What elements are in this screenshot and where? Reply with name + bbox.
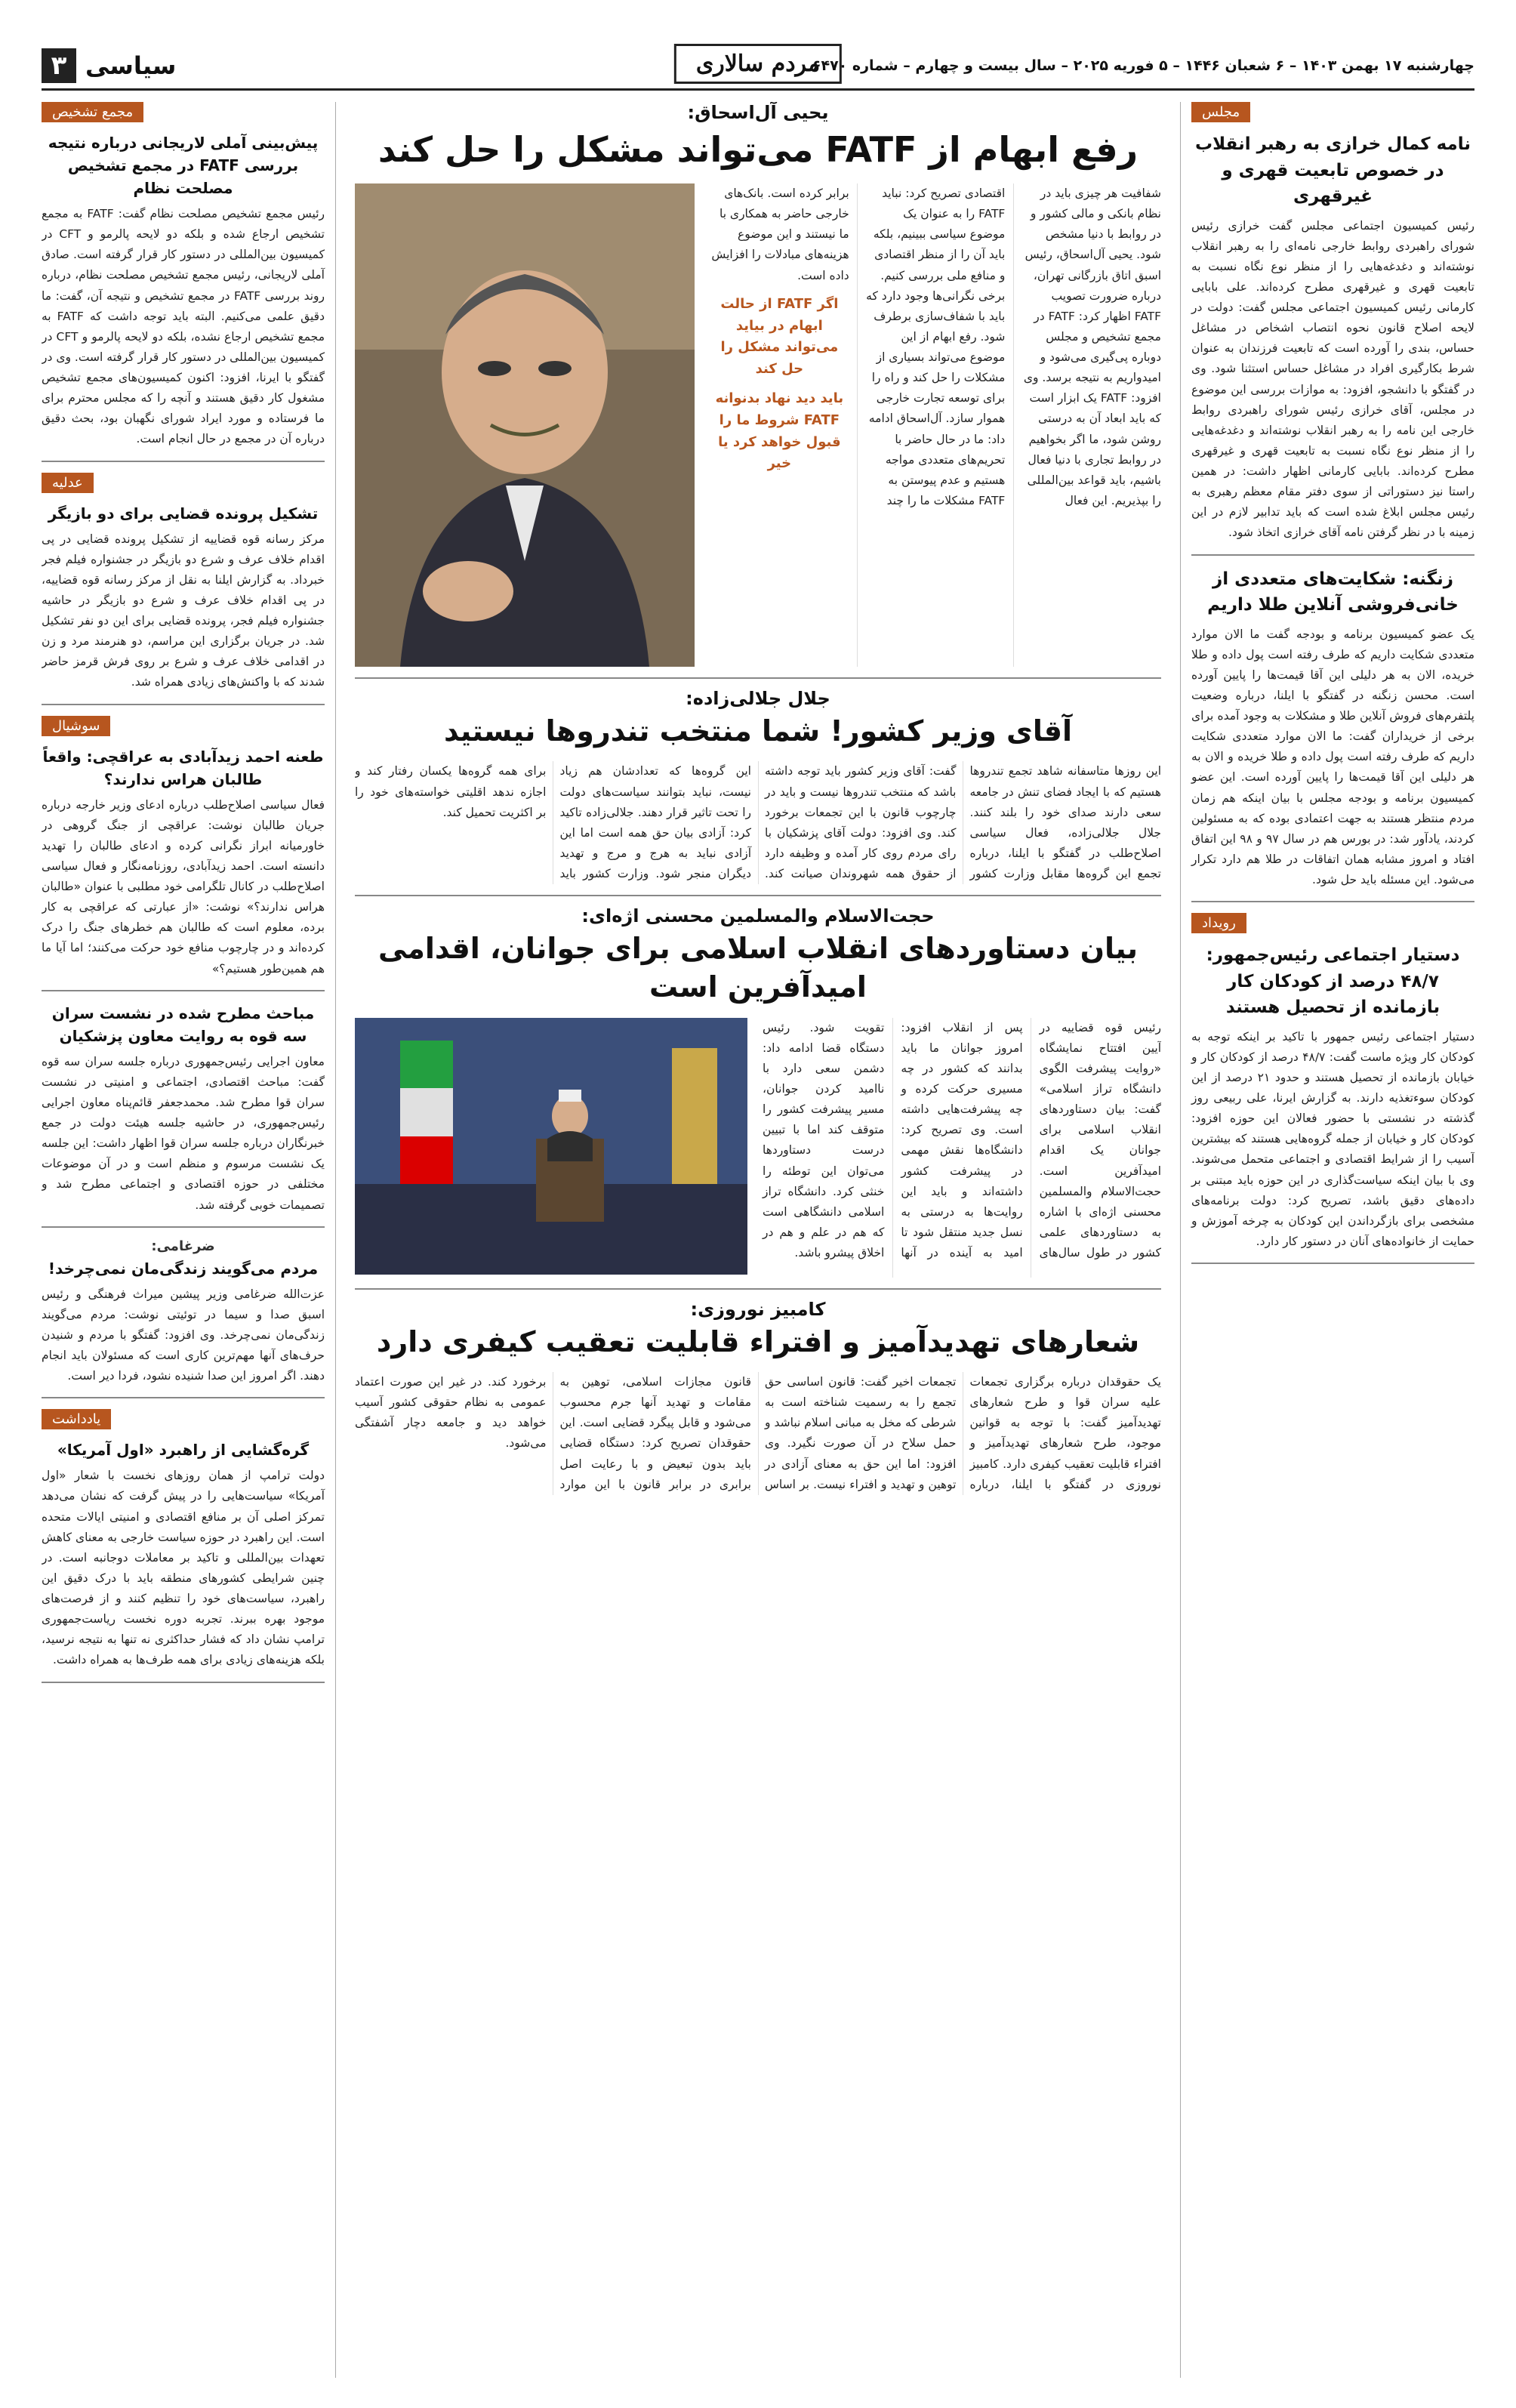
story-headline: آقای وزیر کشور! شما منتخب تندروها نیستید [443,714,1073,748]
section-name: سیاسی [85,51,177,80]
brief-body: مرکز رسانه قوه قضاییه از تشکیل پرونده قضایی در پی اقدام خلاف عرف و شرع دو بازیگر در جشنواره فیلم فجر خبرداد. به گزارش ایلنا به نقل از مرکز رسانه قوه قضاییه، در پی اقدام خلاف عرف و شرع دو بازیگر در حاشیه جشنواره فیلم فجر، پرونده قضایی برای این دو نفر تشکیل شد. در جریان برگزاری این مراسم، دو هنرمند مرد و زن در اقدامی خلاف عرف و شرع بر روی فرش قرمز حاضر شدند که با واکنش‌های زیادی همراه شد. [42,532,325,689]
newspaper-logo: مردم سالاری [674,44,842,84]
brief-title: تشکیل پرونده قضایی برای دو بازیگر [48,504,319,523]
pull-quote: اگر FATF از حالت ابهام در بیاید می‌تواند مشکل را حل کند [720,295,839,378]
story-headline: شعارهای تهدیدآمیز و افتراء قابلیت تعقیب کیفری دارد [376,1324,1140,1358]
brief-title: دستیار اجتماعی رئیس‌جمهور: ۴۸/۷ درصد از کودکان کار بازمانده از تحصیل هستند [1206,945,1460,1018]
pull-quote: باید دید نهاد بدنوانه FATF شروط ما را قبول خواهد کرد یا خیر [715,390,844,472]
story-kicker: کامبیز نوروزی: [690,1298,826,1320]
section-label [42,48,176,83]
brief-body: عزت‌الله ضرغامی وزیر پیشین میراث فرهنگی و رئیس اسبق صدا و سیما در توئیتی نوشت: مردم می‌گویند زندگی‌مان نمی‌چرخد. وی افزود: گفتگو با مردم و شنیدن حرف‌های آنها مهم‌ترین کاری است که مسئولان باید انجام دهند. اگر امروز این صدا شنیده نشود، فردا دیر است. [42,1287,325,1383]
news-brief [1191,102,1474,556]
brief-title: مباحث مطرح شده در نشست سران سه قوه به روایت معاون پزشکیان [51,1004,315,1045]
news-brief [1191,913,1474,1264]
brief-title: زنگنه: شکایت‌های متعددی از خانی‌فروشی آنلاین طلا داریم [1207,569,1459,615]
news-brief [1191,566,1474,903]
lead-story [355,102,1161,679]
story-kicker: حجت‌الاسلام والمسلمین محسنی اژه‌ای: [581,905,935,927]
story-body: این روزها متاسفانه شاهد تجمع تندروها هستیم که با ایجاد فضای تنش در جامعه سعی دارند صدای خود را بلند کنند. جلال جلالی‌زاده، فعال سیاسی اصلاح‌طلب در گفتگو با ایلنا، درباره تجمع این گروه‌ها مقابل وزارت کشور گفت: آقای وزیر کشور باید توجه داشته باشد که منتخب تندروها نیست و باید در چارچوب قانون با این تجمعات برخورد کند. وی افزود: دولت آقای پزشکیان با رای مردم روی کار آمده و وظیفه دارد از حقوق همه شهروندان صیانت کند. این گروه‌ها که تعدادشان هم زیاد نیست، نباید بتوانند سیاست‌های دولت را تحت تاثیر قرار دهند. جلالی‌زاده تاکید کرد: آزادی بیان حق همه است اما این آزادی نباید به هرج و مرج و تهدید دیگران منجر شود. وزارت کشور باید برای همه گروه‌ها یکسان رفتار کند و اجازه ندهد اقلیتی خواسته‌های خود را بر اکثریت تحمیل کند. [355,764,1161,881]
story-body: شفافیت هر چیزی باید در نظام بانکی و مالی کشور و در روابط با دنیا مشخص شود. یحیی آل‌اسحاق، رئیس اسبق اتاق بازرگانی تهران، درباره ضرورت تصویب FATF اظهار کرد: FATF در مجمع تشخیص و مجلس دوباره پی‌گیری می‌شود و امیدواریم به نتیجه برسد. وی افزود: FATF یک ابزار است که باید ابعاد آن به درستی روشن شود، ما اگر بخواهیم در روابط تجاری با دنیا فعال باشیم، باید قواعد بین‌المللی را بپذیریم. این فعال اقتصادی تصریح کرد: نباید FATF را به عنوان یک موضوع سیاسی ببینیم، بلکه باید آن را از منظر اقتصادی و منافع ملی بررسی کنیم. برخی نگرانی‌ها وجود دارد که باید با شفاف‌سازی برطرف شود. رفع ابهام از این موضوع می‌تواند بسیاری از مشکلات را حل کند و راه را برای توسعه تجارت خارجی هموار سازد. آل‌اسحاق ادامه داد: ما در حال حاضر با تحریم‌های متعددی مواجه هستیم و عدم پیوستن به FATF مشکلات ما را چند برابر کرده است. بانک‌های خارجی حاضر به همکاری با ما نیستند و این موضوع هزینه‌های مبادلات را افزایش داده است. [711,187,1161,507]
story-body: رئیس قوه قضاییه در آیین افتتاح نمایشگاه «روایت پیشرفت الگوی دانشگاه تراز اسلامی» گفت: بیان دستاوردهای انقلاب اسلامی برای جوانان یک اقدام امیدآفرین است. حجت‌الاسلام والمسلمین محسنی اژه‌ای با اشاره به دستاوردهای علمی کشور در طول سال‌های پس از انقلاب افزود: امروز جوانان ما باید بدانند که کشور در چه مسیری حرکت کرده و چه پیشرفت‌هایی داشته است. وی تصریح کرد: دانشگاه‌ها نقش مهمی در پیشرفت کشور داشته‌اند و باید این روایت‌ها به درستی به نسل جدید منتقل شود تا امید به آینده در آنها تقویت شود. رئیس دستگاه قضا ادامه داد: دشمن سعی دارد با ناامید کردن جوانان، مسیر پیشرفت کشور را متوقف کند اما با تبیین درست دستاوردها می‌توان این توطئه را خنثی کرد. دانشگاه تراز اسلامی دانشگاهی است که هم در علم و هم در اخلاق پیشرو باشد. [763,1020,1161,1260]
brief-body: فعال سیاسی اصلاح‌طلب درباره ادعای وزیر خارجه درباره جریان طالبان نوشت: عراقچی از جنگ گروهی در خاورمیانه ابراز نگرانی کرده و ادعای طالبان را تهدید دانسته است. احمد زیدآبادی، روزنامه‌نگار و فعال سیاسی اصلاح‌طلب در کانال تلگرامی خود مطلبی با عنوان «طالبان هراس ندارند؟» نوشت: «از عبارتی که عراقچی به کار برده، معلوم است که طالبان هم خطرهای جنگ را درک کرده‌اند و در چارچوب منافع خود حرکت می‌کنند؛ اما آیا ما هم همین‌طور هستیم؟» [42,797,325,976]
story-body: یک حقوقدان درباره برگزاری تجمعات علیه سران قوا و طرح شعارهای تهدیدآمیز گفت: با توجه به قوانین موجود، طرح شعارهای تهدیدآمیز و افتراء قابلیت تعقیب کیفری دارد. کامبیز نوروزی در گفتگو با ایلنا، درباره تجمعات اخیر گفت: قانون اساسی حق تجمع را به رسمیت شناخته است به شرطی که مخل به مبانی اسلام نباشد و حمل سلاح در آن صورت نگیرد. وی افزود: اما این حق به معنای آزادی در توهین و تهدید و افتراء نیست. بر اساس قانون مجازات اسلامی، توهین به مقامات و تهدید آنها جرم محسوب می‌شود و قابل پیگرد قضایی است. این حقوقدان تصریح کرد: دستگاه قضایی باید بدون تبعیض و با رعایت اصل برابری در برابر قانون با این موارد برخورد کند. در غیر این صورت اعتماد عمومی به نظام حقوقی کشور آسیب خواهد دید و جامعه دچار آشفتگی می‌شود. [355,1375,1161,1491]
masthead [42,30,1474,91]
brief-title: مردم می‌گویند زندگی‌مان نمی‌چرخد! [48,1259,319,1278]
brief-body: معاون اجرایی رئیس‌جمهوری درباره جلسه سران سه قوه گفت: مباحث اقتصادی، اجتماعی و امنیتی در نشست سران قوا مطرح شد. محمدجعفر قائم‌پناه معاون اجرایی رئیس‌جمهوری، در حاشیه جلسه هیئت دولت در جمع خبرنگاران درباره جلسه سران قوا اظهار داشت: این جلسه یک نشست مرسوم و منظم است و در آن موضوعات مختلفی در حوزه اقتصادی و اجتماعی مطرح شد و تصمیمات خوبی گرفته شد. [42,1054,325,1212]
brief-body: رئیس مجمع تشخیص مصلحت نظام گفت: FATF به مجمع تشخیص ارجاع شده و بلکه دو لایحه پالرمو و CFT در کمیسیون بین‌المللی در دستور کار قرار گرفته است. صادق آملی لاریجانی، رئیس مجمع تشخیص مصلحت نظام، درباره روند بررسی FATF در مجمع تشخیص و نتیجه آن، گفت: ما دقیق علمی می‌کنیم. البته باید توجه داشت که FATF به مجمع تشخیص ارجاع نشده، بلکه دو لایحه پالرمو و CFT در کمیسیون بین‌المللی در دستور کار قرار گرفته است. وی در گفتگو با ایرنا، افزود: اکنون کمیسیون‌های مجمع تشخیص مشغول کار دقیق هستند و آنچه را که مجلس محترم برای ما فرستاده و مورد ایراد شورای نگهبان بود، بحث دقیق درباره آن در مجمع در حال انجام است. [42,207,325,446]
story-kicker: یحیی آل‌اسحاق: [687,102,829,123]
event-photo [355,1018,747,1278]
category-tag: سوشیال [42,716,110,736]
story-kicker: جلال جلالی‌زاده: [686,688,830,710]
news-brief [42,716,325,991]
main-area [355,102,1161,2378]
right-column [1180,102,1474,2378]
brief-kicker: ضرغامی: [151,1238,215,1254]
opinion-note [42,1409,325,1682]
news-story [355,905,1161,1290]
brief-title: طعنه احمد زیدآبادی به عراقچی: واقعاً طالبان هراس ندارند؟ [42,747,324,788]
portrait-photo [355,183,695,667]
story-headline: بیان دستاوردهای انقلاب اسلامی برای جوانان، اقدامی امیدآفرین است [377,932,1139,1004]
news-brief [42,102,325,462]
issue-date: چهارشنبه ۱۷ بهمن ۱۴۰۳ – ۶ شعبان ۱۴۴۶ – ۵ فوریه ۲۰۲۵ – سال بیست و چهارم – شماره ۶۴۷۰ [812,57,1474,74]
category-tag: رویداد [1191,913,1246,933]
news-story [355,1299,1161,1506]
brief-body: یک عضو کمیسیون برنامه و بودجه گفت ما الان موارد متعددی شکایت داریم که طرف رفته است پول داده و طلا خریده، الان به هر دلیلی این آقا قیمت‌ها را پایین آورده است. محسن زنگنه در گفتگو با ایلنا، درباره وضعیت پلتفرم‌های فروش آنلاین طلا و مشکلات به وجود آمده برای برخی از خریداران گفت: ما الان موارد متعددی شکایت داریم که طرف رفته است پول داده و طلا خریده و الان به هر دلیلی این آقا قیمت‌ها را پایین آورده است. این عضو کمیسیون برنامه و بودجه مجلس با بیان اینکه هم زمان مردم منتظر هستند به جهت اعتمادی بوده که به مسئولین کردند، یادآور شد: در بورس هم در سال ۹۷ و ۹۸ این اتفاق افتاد و امروز مشابه همان اتفاقات در طلا هم دارد تکرار می‌شود. این مسئله باید حل شود. [1191,627,1474,886]
story-body-wrap [710,183,1161,667]
page-number: ۳ [42,48,76,83]
brief-body: دستیار اجتماعی رئیس جمهور با تاکید بر اینکه توجه به کودکان کار ویژه ماست گفت: ۴۸/۷ درصد از کودکان کار و خیابان بازمانده از تحصیل هستند و حدود ۲۱ درصد از این کودکان سوءتغذیه دارند. به گزارش ایرنا، علی ربیعی روز گذشته در نشستی با حضور فعالان این حوزه افزود: کودکان کار و خیابان از جمله گروه‌هایی هستند که بیشترین آسیب را از شرایط اقتصادی و اجتماعی متحمل می‌شوند. وی با بیان اینکه سیاست‌گذاری در این حوزه باید مبتنی بر داده‌های دقیق باشد، تصریح کرد: دولت برنامه‌های مشخصی برای بازگرداندن این کودکان به چرخه آموزش و حمایت از خانواده‌های آنان در دستور کار دارد. [1191,1029,1474,1248]
category-tag: مجلس [1191,102,1250,122]
left-column [42,102,336,2378]
news-story [355,688,1161,896]
news-brief [42,1002,325,1228]
news-brief [42,1238,325,1399]
brief-body: دولت ترامپ از همان روزهای نخست با شعار «اول آمریکا» سیاست‌هایی را در پیش گرفت که نشان می‌دهد تمرکز اصلی آن بر منافع اقتصادی و امنیتی ایالات متحده است. این راهبرد در حوزه سیاست خارجی به معنای کاهش تعهدات بین‌المللی و تاکید بر معاملات دوجانبه است. در چنین شرایطی کشورهای منطقه باید با درک دقیق این راهبرد، سیاست‌های خود را تنظیم کنند و از فرصت‌های موجود بهره ببرند. تجربه دوره نخست ریاست‌جمهوری ترامپ نشان داد که فشار حداکثری نه تنها به نتیجه نرسید، بلکه هزینه‌های زیادی برای همه طرف‌ها به همراه داشت. [42,1469,325,1667]
brief-body: رئیس کمیسیون اجتماعی مجلس گفت خرازی رئیس شورای راهبردی روابط خارجی نامه‌ای را به رهبر انقلاب نوشته‌اند و دغدغه‌هایی را از منظر نوع نگاه نسبت به تابعیت قهری و غیرقهری مطرح کرده‌اند. علی بابایی کارمانی رئیس کمیسیون اجتماعی مجلس گفت: دولت در لایحه اصلاح قانون نحوه انتصاب اشخاص در مشاغل حساس، بندی را آورده است که تابعیت فرزندان به عنوان شرط بکارگیری افراد در مشاغل حساس استثنا شود. وی در گفتگو با دانشجو، افزود: به موازات بررسی این موضوع در مجلس، آقای خرازی رئیس شورای راهبردی روابط خارجی این نامه را به رهبر انقلاب نوشته‌اند و دغدغه‌هایی را از منظر نوع نگاه نسبت به تابعیت قهری و غیرقهری مطرح کرده‌اند. بابایی کارمانی اظهار داشت: در همین راستا نیز دستوراتی از سوی دفتر مقام معظم رهبری به رئیس مجلس ابلاغ شده است که باید تدابیر لازم در این زمینه با در نظر گرفتن نامه آقای خرازی اتخاذ شود. [1191,218,1474,540]
brief-title: نامه کمال خرازی به رهبر انقلاب در خصوص تابعیت قهری و غیرقهری [1194,134,1471,206]
category-tag: مجمع تشخیص [42,102,143,122]
category-tag: عدلیه [42,473,94,493]
brief-title: گره‌گشایی از راهبرد «اول آمریکا» [57,1441,310,1460]
story-headline: رفع ابهام از FATF می‌تواند مشکل را حل کند [377,129,1139,170]
news-brief [42,473,325,705]
brief-title: پیش‌بینی آملی لاریجانی درباره نتیجه بررسی FATF در مجمع تشخیص مصلحت نظام [48,134,319,197]
category-tag: یادداشت [42,1409,111,1429]
